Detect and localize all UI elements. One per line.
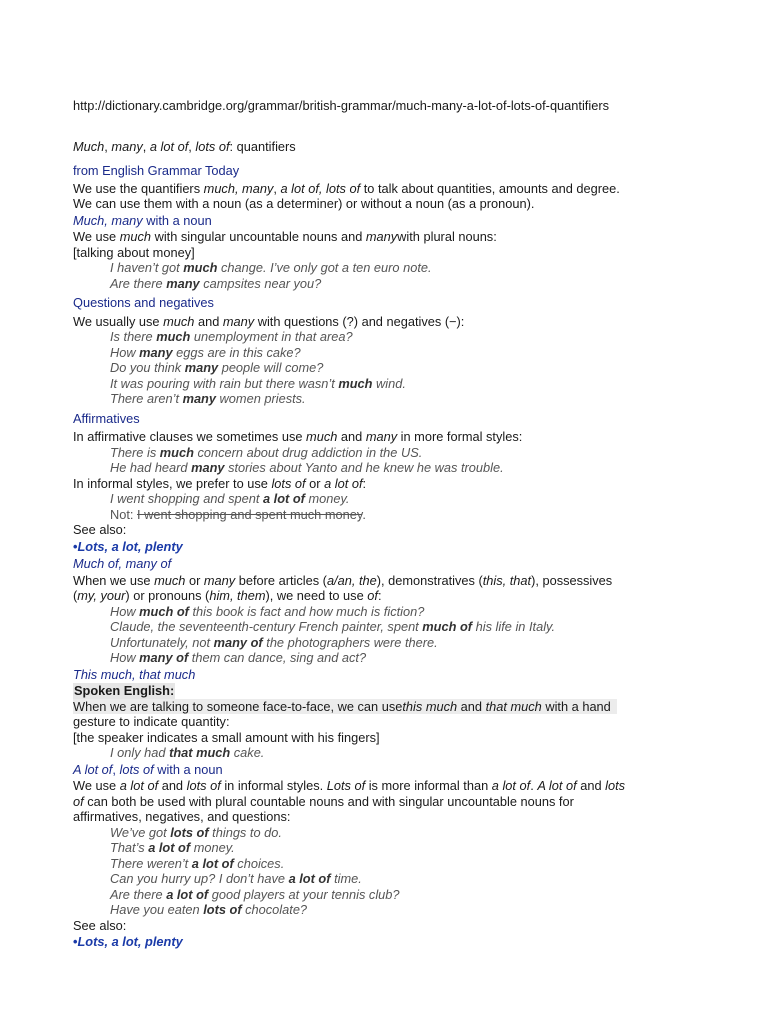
example-sentence: Are there a lot of good players at your tennis club? [110,886,400,902]
section-text: When we are talking to someone face-to-face, we can usethis much and that much with a hand [73,699,713,715]
section-text: In affirmative clauses we sometimes use much and many in more formal styles: [73,429,523,444]
bullet-icon: • [73,934,78,949]
section-heading-this-much-that-much: This much, that much [73,666,196,682]
section-text-line2: (my, your) or pronouns (him, them), we need to use of: [73,588,382,603]
see-also-label: See also: [73,917,127,933]
section-text: We usually use much and many with questions (?) and negatives (−): [73,313,465,329]
example-sentence: Are there many campsites near you? [110,275,322,291]
document-page [73,98,713,952]
example-sentence: That’s a lot of money. [110,840,235,855]
source-url[interactable]: http://dictionary.cambridge.org/grammar/british-grammar/much-many-a-lot-of-lots-of-quantifiers [73,98,609,113]
example-sentence: We’ve got lots of things to do. [110,824,282,840]
example-sentence: Do you think many people will come? [110,360,324,375]
section-text: In informal styles, we prefer to use lots of or a lot of: [73,475,367,491]
example-sentence: How much of this book is fact and how much is fiction? [110,603,425,619]
example-sentence: He had heard many stories about Yanto and he knew he was trouble. [110,460,504,475]
see-also-link[interactable]: •Lots, a lot, plenty [73,934,183,949]
example-sentence: It was pouring with rain but there wasn’t much wind. [110,375,406,391]
example-sentence: How many eggs are in this cake? [110,344,301,360]
example-sentence: How many of them can dance, sing and act? [110,650,367,665]
see-also-link[interactable]: •Lots, a lot, plenty [73,538,183,554]
example-sentence: Claude, the seventeenth-century French painter, spent much of his life in Italy. [110,619,556,634]
incorrect-example: Not: I went shopping and spent much money. [110,506,366,522]
page-title: Much, many, a lot of, lots of: quantifiers [73,138,296,154]
section-heading-much-many: Much, many with a noun [73,212,212,228]
example-sentence: There aren’t many women priests. [110,391,306,406]
intro-paragraph-line2: We can use them with a noun (as a determiner) or without a noun (as a pronoun). [73,196,535,211]
example-sentence: I went shopping and spent a lot of money. [110,491,350,506]
example-sentence: Can you hurry up? I don’t have a lot of time. [110,871,362,886]
spoken-english-label: Spoken English: [74,683,175,698]
section-text-line3: affirmatives, negatives, and questions: [73,809,291,824]
section-text-line2: gesture to indicate quantity: [73,714,230,729]
section-heading-a-lot-of-lots-of: A lot of, lots of with a noun [73,761,223,777]
source-line: from English Grammar Today [73,163,240,178]
bullet-icon: • [73,538,78,554]
context-note: [talking about money] [73,244,195,260]
section-text: We use much with singular uncountable nouns and manywith plural nouns: [73,229,497,244]
section-heading-affirmatives: Affirmatives [73,410,140,426]
example-sentence: Have you eaten lots of chocolate? [110,902,308,917]
see-also-label: See also: [73,522,127,537]
section-heading-questions-negatives: Questions and negatives [73,295,214,310]
example-sentence: I only had that much cake. [110,745,265,760]
section-heading-much-of-many-of: Much of, many of [73,556,172,571]
example-sentence: There weren’t a lot of choices. [110,855,285,871]
example-sentence: Is there much unemployment in that area? [110,329,353,344]
intro-paragraph: We use the quantifiers much, many, a lot of, lots of to talk about quantities, amounts and degree. [73,180,620,196]
example-sentence: I haven’t got much change. I’ve only got a ten euro note. [110,260,432,275]
section-text-line2: of can both be used with plural countable nouns and with singular uncountable nouns for [73,793,574,809]
section-text: When we use much or many before articles (a/an, the), demonstratives (this, that), possessives [73,572,613,588]
section-text: We use a lot of and lots of in informal styles. Lots of is more informal than a lot of. A lot of and lots [73,778,626,793]
example-sentence: Unfortunately, not many of the photographers were there. [110,634,438,650]
context-note: [the speaker indicates a small amount with his fingers] [73,729,380,745]
example-sentence: There is much concern about drug addiction in the US. [110,444,423,460]
